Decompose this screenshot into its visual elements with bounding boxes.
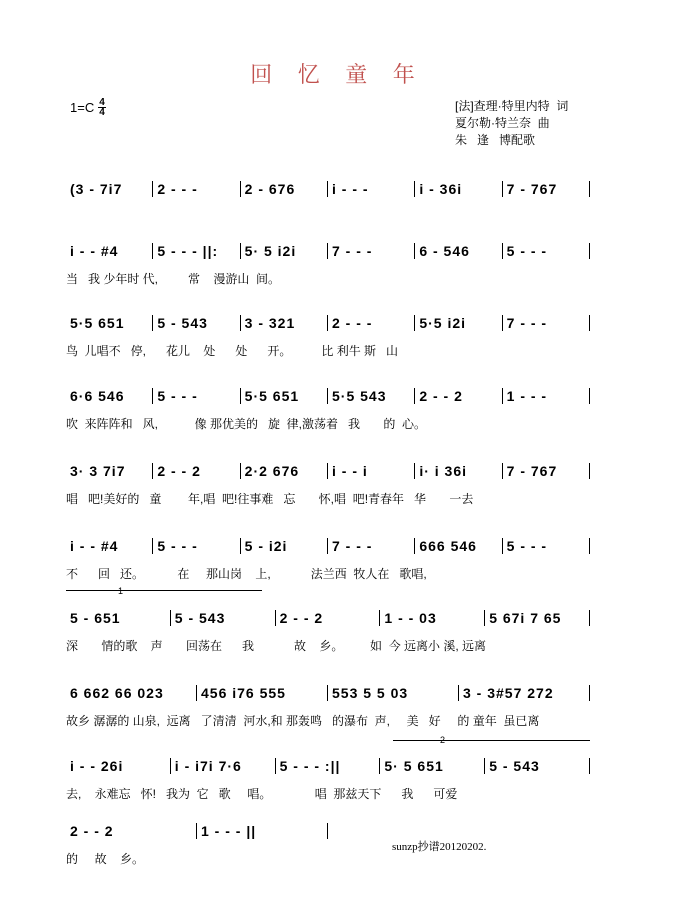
- measure: 553 5 5 03: [332, 685, 409, 701]
- bar-line: [327, 243, 328, 259]
- bar-line: [240, 315, 241, 331]
- time-numerator: 4: [99, 97, 105, 108]
- notation-line: [66, 385, 590, 407]
- bar-line: [196, 685, 197, 701]
- bar-line: [379, 610, 380, 626]
- measure: 7 - 767: [506, 181, 558, 197]
- bar-line: [589, 243, 590, 259]
- measure: 666 546: [419, 538, 477, 554]
- lyrics-line: 深 情的歌 声 回荡在 我 故 乡。 如 今 远离小 溪, 远离: [66, 639, 487, 653]
- bar-line: [152, 538, 153, 554]
- measure: i· i 36i: [419, 463, 468, 479]
- measure: 5 - - -: [506, 243, 548, 259]
- bar-line: [502, 181, 503, 197]
- measure: 1 - - -: [506, 388, 548, 404]
- bar-line: [589, 388, 590, 404]
- bar-line: [502, 315, 503, 331]
- volta-1-rule: [66, 590, 262, 591]
- time-denominator: 4: [99, 107, 105, 118]
- bar-line: [379, 758, 380, 774]
- measure: 7 - 767: [506, 463, 558, 479]
- lyrics-line: 的 故 乡。: [66, 852, 145, 866]
- bar-line: [414, 388, 415, 404]
- measure: 5· 5 651: [384, 758, 444, 774]
- bar-line: [152, 315, 153, 331]
- measure: 2 - - -: [157, 181, 198, 197]
- measure: 5 - - - ||:: [157, 243, 219, 259]
- bar-line: [327, 181, 328, 197]
- bar-line: [240, 538, 241, 554]
- notation-line: [66, 240, 590, 262]
- measure: i - 36i: [419, 181, 463, 197]
- lyrics-line: 当 我 少年时 代, 常 漫游山 间。: [66, 272, 281, 286]
- notation-line: [66, 682, 590, 704]
- song-title: 回 忆 童 年: [250, 62, 425, 87]
- lyrics-line: 故乡 潺潺的 山泉, 远离 了清清 河水,和 那轰鸣 的瀑布 声, 美 好 的 童年 虽已离: [66, 714, 540, 728]
- volta-2-label: 2: [440, 735, 446, 745]
- measure: i - - #4: [70, 243, 119, 259]
- bar-line: [327, 388, 328, 404]
- bar-line: [589, 610, 590, 626]
- bar-line: [170, 610, 171, 626]
- bar-line: [589, 181, 590, 197]
- measure: 5 - 543: [489, 758, 540, 774]
- measure: 456 i76 555: [201, 685, 286, 701]
- bar-line: [152, 243, 153, 259]
- volta-2-rule: [393, 740, 590, 741]
- measure: 5 - - -: [157, 538, 198, 554]
- measure: i - - #4: [70, 538, 119, 554]
- measure: 5 - 543: [174, 610, 226, 626]
- measure: 5 - 651: [70, 610, 121, 626]
- notation-line: [66, 460, 590, 482]
- bar-line: [275, 610, 276, 626]
- measure: 5·5 651: [244, 388, 300, 404]
- measure: 2 - - 2: [157, 463, 201, 479]
- bar-line: [327, 463, 328, 479]
- bar-line: [589, 538, 590, 554]
- notation-line: [66, 607, 590, 629]
- measure: 2 - - -: [332, 315, 373, 331]
- measure: 3 - 3#57 272: [463, 685, 554, 701]
- transcriber-note: sunzp抄谱20120202.: [392, 841, 487, 853]
- notation-line: [66, 820, 590, 842]
- measure: 5·5 543: [332, 388, 387, 404]
- measure: 2·2 676: [244, 463, 300, 479]
- bar-line: [170, 758, 171, 774]
- bar-line: [589, 315, 590, 331]
- volta-1-label: 1: [118, 586, 124, 596]
- measure: 5 - - -: [157, 388, 198, 404]
- notation-line: [66, 535, 590, 557]
- bar-line: [589, 463, 590, 479]
- measure: 5 - - -: [506, 538, 548, 554]
- bar-line: [240, 463, 241, 479]
- lyrics-line: 唱 吧!美好的 童 年,唱 吧!往事难 忘 怀,唱 吧!青春年 华 一去: [66, 492, 474, 506]
- bar-line: [589, 685, 590, 701]
- credits: [法]查理·特里内特 词 夏尔勒·特兰奈 曲 朱 逢 博配歌: [455, 99, 569, 147]
- bar-line: [240, 181, 241, 197]
- measure: 5 - - - :||: [279, 758, 341, 774]
- measure: 5·5 651: [70, 315, 125, 331]
- measure: 6 662 66 023: [70, 685, 164, 701]
- measure: (3 - 7i7: [70, 181, 123, 197]
- bar-line: [196, 823, 197, 839]
- measure: i - i7i 7·6: [174, 758, 242, 774]
- measure: i - - 26i: [70, 758, 124, 774]
- measure: 7 - - -: [332, 243, 373, 259]
- measure: 1 - - - ||: [201, 823, 257, 839]
- measure: 1 - - 03: [384, 610, 437, 626]
- measure: i - - i: [332, 463, 368, 479]
- key-signature: [70, 98, 106, 117]
- bar-line: [240, 388, 241, 404]
- bar-line: [414, 243, 415, 259]
- notation-line: [66, 312, 590, 334]
- measure: 5·5 i2i: [419, 315, 467, 331]
- bar-line: [240, 243, 241, 259]
- bar-line: [327, 538, 328, 554]
- bar-line: [502, 538, 503, 554]
- bar-line: [414, 181, 415, 197]
- measure: 5 - 543: [157, 315, 208, 331]
- bar-line: [502, 243, 503, 259]
- measure: 7 - - -: [506, 315, 548, 331]
- measure: 2 - 676: [244, 181, 296, 197]
- bar-line: [275, 758, 276, 774]
- key-text: 1=C: [70, 100, 95, 115]
- measure: i - - -: [332, 181, 369, 197]
- bar-line: [152, 388, 153, 404]
- bar-line: [152, 181, 153, 197]
- bar-line: [327, 685, 328, 701]
- time-signature: [98, 98, 106, 117]
- notation-line: [66, 178, 590, 200]
- measure: 2 - - 2: [70, 823, 114, 839]
- bar-line: [414, 538, 415, 554]
- measure: 5· 5 i2i: [244, 243, 297, 259]
- bar-line: [484, 758, 485, 774]
- bar-line: [484, 610, 485, 626]
- bar-line: [589, 758, 590, 774]
- measure: 5 67i 7 65: [489, 610, 562, 626]
- measure: 7 - - -: [332, 538, 373, 554]
- measure: 2 - - 2: [279, 610, 324, 626]
- bar-line: [502, 463, 503, 479]
- lyrics-line: 不 回 还。 在 那山岗 上, 法兰西 牧人在 歌唱,: [66, 567, 427, 581]
- measure: 6 - 546: [419, 243, 470, 259]
- measure: 5 - i2i: [244, 538, 288, 554]
- bar-line: [414, 463, 415, 479]
- measure: 6·6 546: [70, 388, 125, 404]
- bar-line: [502, 388, 503, 404]
- lyrics-line: 鸟 儿唱不 停, 花儿 处 处 开。 比 利牛 斯 山: [66, 344, 399, 358]
- bar-line: [152, 463, 153, 479]
- bar-line: [327, 315, 328, 331]
- lyrics-line: 吹 来阵阵和 风, 像 那优美的 旋 律,激荡着 我 的 心。: [66, 417, 427, 431]
- notation-line: [66, 755, 590, 777]
- bar-line: [327, 823, 328, 839]
- lyrics-line: 去, 永难忘 怀! 我为 它 歌 唱。 唱 那兹天下 我 可爱: [66, 787, 458, 801]
- bar-line: [414, 315, 415, 331]
- bar-line: [458, 685, 459, 701]
- measure: 3· 3 7i7: [70, 463, 126, 479]
- measure: 3 - 321: [244, 315, 296, 331]
- measure: 2 - - 2: [419, 388, 463, 404]
